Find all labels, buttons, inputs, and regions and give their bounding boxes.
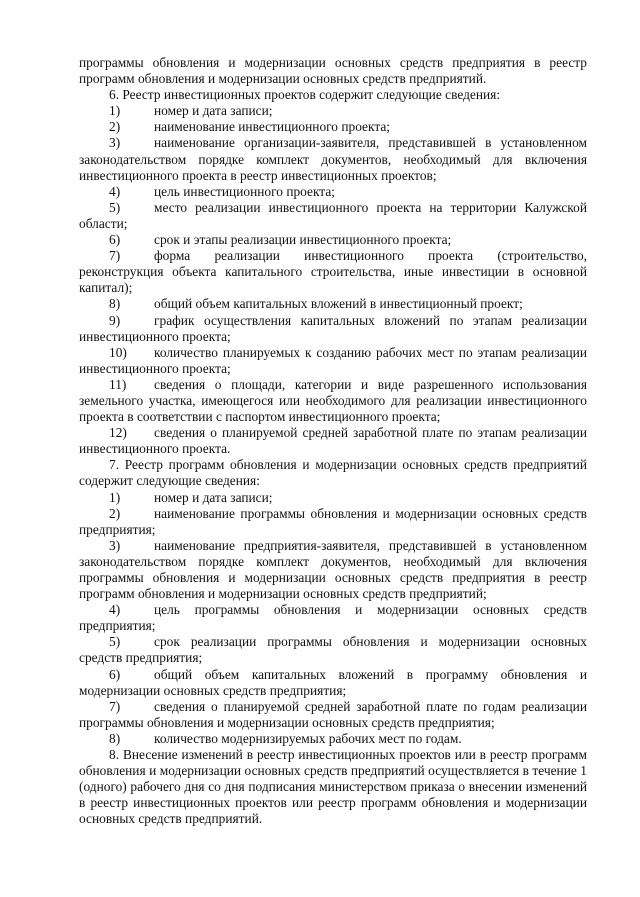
item-number: 7) (109, 698, 121, 714)
item-number: 2) (109, 119, 121, 135)
list-item (79, 634, 587, 666)
item-number: 12) (109, 425, 127, 441)
item-number: 3) (109, 135, 121, 151)
item-text: форма реализации инвестиционного проекта (строительство, реконструкция объекта капитального строительства, иные инвестиции в основной капитал); (79, 248, 587, 296)
item-number: 4) (109, 183, 121, 199)
section-7-heading: 7. Реестр программ обновления и модернизации основных средств предприятий содержит следующие сведения: (79, 457, 587, 489)
item-number: 5) (109, 199, 121, 215)
item-text: график осуществления капитальных вложений по этапам реализации инвестиционного проекта; (79, 312, 587, 344)
item-text: цель программы обновления и модернизации основных средств предприятия; (79, 602, 587, 634)
list-item (79, 200, 587, 232)
item-text: наименование инвестиционного проекта; (154, 119, 391, 135)
item-number: 5) (109, 634, 121, 650)
list-item (79, 345, 587, 377)
item-number: 3) (109, 537, 121, 553)
list-item (79, 602, 587, 634)
item-text: место реализации инвестиционного проекта на территории Калужской области; (79, 199, 587, 231)
item-number: 8) (109, 730, 121, 746)
section-8-paragraph: 8. Внесение изменений в реестр инвестиционных проектов или в реестр программ обновления и модернизации основных средств предприятий осуществляется в течение 1 (одного) рабочего дня со дня подписания министерством приказа о внесении изменений в реестр инвестиционных проектов или реестр программ обновления и модернизации основных средств предприятий. (79, 747, 587, 827)
item-text: номер и дата записи; (154, 489, 273, 505)
item-text: общий объем капитальных вложений в программу обновления и модернизации основных средств предприятия; (79, 666, 587, 698)
section-7-list (79, 490, 587, 748)
list-item (79, 667, 587, 699)
item-text: наименование предприятия-заявителя, представившей в установленном законодательством порядке комплект документов, необходимый для включения программы обновления и модернизации основных средств предприятия в реестр программ обновления и модернизации основных средств предприятий; (79, 537, 587, 602)
item-number: 1) (109, 103, 121, 119)
list-item (79, 538, 587, 602)
list-item (79, 232, 587, 248)
item-text: сведения о планируемой средней заработной плате по годам реализации программы обновления и модернизации основных средств предприятия; (79, 698, 587, 730)
item-number: 9) (109, 312, 121, 328)
list-item (79, 506, 587, 538)
item-text: цель инвестиционного проекта; (154, 183, 335, 199)
list-item (79, 699, 587, 731)
list-item (79, 103, 587, 119)
list-item (79, 296, 587, 312)
list-item (79, 313, 587, 345)
list-item (79, 731, 587, 747)
section-6-heading: 6. Реестр инвестиционных проектов содержит следующие сведения: (109, 87, 501, 103)
item-text: срок реализации программы обновления и модернизации основных средств предприятия; (79, 634, 587, 666)
item-number: 6) (109, 666, 121, 682)
item-number: 8) (109, 296, 121, 312)
item-text: сведения о площади, категории и виде разрешенного использования земельного участка, имеющегося или необходимого для реализации инвестиционного проекта в соответствии с паспортом инвестиционного проекта; (79, 376, 587, 425)
item-text: количество модернизируемых рабочих мест по годам. (154, 730, 462, 746)
item-text: наименование программы обновления и модернизации основных средств предприятия; (79, 505, 587, 537)
list-item (79, 184, 587, 200)
item-number: 4) (109, 602, 121, 618)
item-text: наименование организации-заявителя, представившей в установленном законодательством порядке комплект документов, необходимый для включения инвестиционного проекта в реестр инвестиционных проектов; (79, 135, 587, 183)
item-text: номер и дата записи; (154, 103, 273, 119)
list-item (79, 490, 587, 506)
intro-paragraph: программы обновления и модернизации основных средств предприятия в реестр программ обновления и модернизации основных средств предприятий. (79, 55, 587, 87)
section-6-list (79, 103, 587, 457)
list-item (79, 119, 587, 135)
item-number: 2) (109, 505, 121, 521)
item-text: количество планируемых к созданию рабочих мест по этапам реализации инвестиционного проекта; (79, 344, 587, 376)
item-number: 6) (109, 232, 121, 248)
item-number: 7) (109, 248, 121, 264)
item-number: 10) (109, 344, 127, 360)
item-number: 11) (109, 376, 127, 392)
list-item (79, 425, 587, 457)
item-text: сведения о планируемой средней заработной плате по этапам реализации инвестиционного проекта. (79, 425, 587, 457)
list-item (79, 135, 587, 183)
document-page (79, 55, 587, 828)
list-item (79, 248, 587, 296)
item-number: 1) (109, 489, 121, 505)
item-text: срок и этапы реализации инвестиционного проекта; (154, 232, 452, 248)
item-text: общий объем капитальных вложений в инвестиционный проект; (154, 296, 523, 312)
list-item (79, 377, 587, 425)
